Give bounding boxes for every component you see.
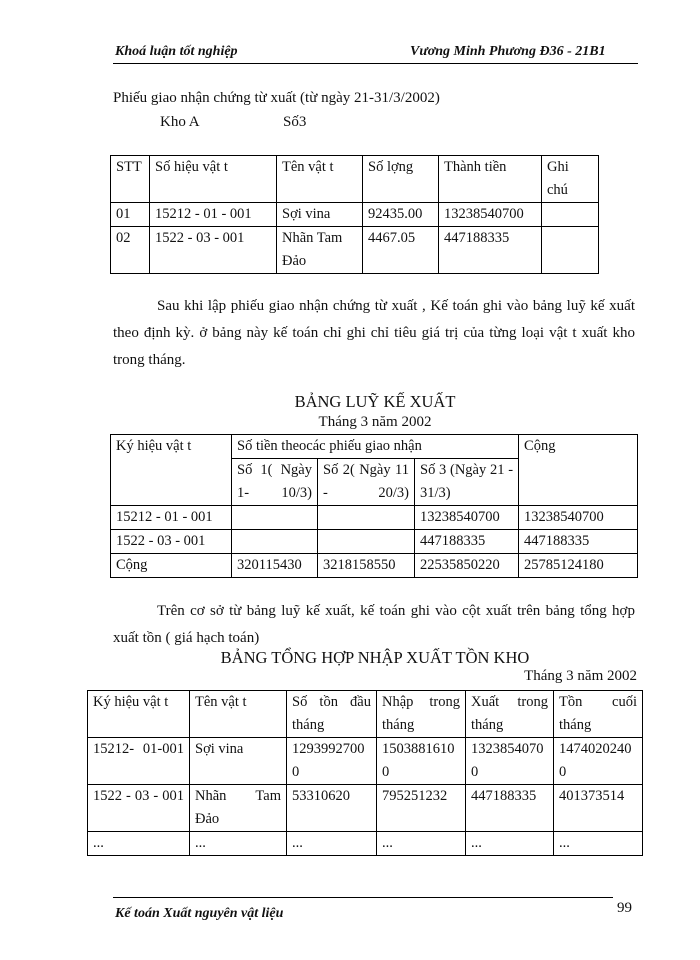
slip-table xyxy=(110,155,599,274)
slip-warehouse: Kho A xyxy=(160,114,200,130)
cell: 13238540700 xyxy=(466,738,554,785)
header-rule xyxy=(113,63,638,64)
cell xyxy=(318,530,415,554)
cell: 447188335 xyxy=(439,227,542,274)
header-cell: Tồn cuối tháng xyxy=(554,691,643,738)
header-cell: STT xyxy=(111,156,150,203)
header-cell: Số 1( Ngày 1- 10/3) xyxy=(232,459,318,506)
table-row xyxy=(111,530,638,554)
cell: ... xyxy=(287,832,377,856)
header-cell: Cộng xyxy=(519,435,638,506)
cell: 1522 - 03 - 001 xyxy=(150,227,277,274)
slip-number: Số3 xyxy=(283,114,307,130)
cell: Sợi vina xyxy=(190,738,287,785)
paragraph-2: Trên cơ sở từ bảng luỹ kế xuất, kế toán ghi vào cột xuất trên bảng tổng hợp xuất tồn ( giá hạch toán) xyxy=(113,603,635,646)
cell: 12939927000 xyxy=(287,738,377,785)
paragraph-1: Sau khi lập phiếu giao nhận chứng từ xuất , Kế toán ghi vào bảng luỹ kế xuất theo định kỳ. ở bảng này kế toán chỉ ghi chỉ tiêu giá trị của từng loại vật t xuất kho trong tháng. xyxy=(113,298,635,368)
cell: Nhãn Tam Đảo xyxy=(190,785,287,832)
cell: 22535850220 xyxy=(415,554,519,578)
header-cell: Số lợng xyxy=(363,156,439,203)
table-row xyxy=(88,832,643,856)
page-number: 99 xyxy=(617,900,632,916)
cell: 3218158550 xyxy=(318,554,415,578)
header-right: Vương Minh Phương Đ36 - 21B1 xyxy=(410,44,606,59)
header-cell: Số hiệu vật t xyxy=(150,156,277,203)
header-cell: Tên vật t xyxy=(190,691,287,738)
table-row xyxy=(111,506,638,530)
cell: 15038816100 xyxy=(377,738,466,785)
header-cell: Số tồn đầu tháng xyxy=(287,691,377,738)
cell: 13238540700 xyxy=(519,506,638,530)
cell xyxy=(232,506,318,530)
cell: ... xyxy=(554,832,643,856)
slip-title: Phiếu giao nhận chứng từ xuất (từ ngày 21-31/3/2002) xyxy=(113,90,440,106)
header-cell: Ký hiệu vật t xyxy=(111,435,232,506)
cell: 15212 - 01 - 001 xyxy=(111,506,232,530)
cell xyxy=(542,203,599,227)
header-cell: Ký hiệu vật t xyxy=(88,691,190,738)
header-cell: Thành tiền xyxy=(439,156,542,203)
cell: 01 xyxy=(111,203,150,227)
cell: Nhãn Tam Đảo xyxy=(277,227,363,274)
cell: 53310620 xyxy=(287,785,377,832)
cell: 1522 - 03 - 001 xyxy=(88,785,190,832)
header-cell: Số 3 (Ngày 21 - 31/3) xyxy=(415,459,519,506)
cell: 13238540700 xyxy=(439,203,542,227)
cell: ... xyxy=(377,832,466,856)
cell: 447188335 xyxy=(415,530,519,554)
cell: ... xyxy=(466,832,554,856)
cell: 14740202400 xyxy=(554,738,643,785)
cell: 13238540700 xyxy=(415,506,519,530)
table-row xyxy=(111,227,599,274)
cell: 02 xyxy=(111,227,150,274)
cell: 15212- 01-001 xyxy=(88,738,190,785)
cell xyxy=(542,227,599,274)
cell: 4467.05 xyxy=(363,227,439,274)
footer-left: Kế toán Xuất nguyên vật liệu xyxy=(115,906,284,921)
summary-subtitle: Tháng 3 năm 2002 xyxy=(524,668,637,684)
cell: ... xyxy=(190,832,287,856)
cell: Cộng xyxy=(111,554,232,578)
header-cell: Xuất trong tháng xyxy=(466,691,554,738)
table-row xyxy=(88,738,643,785)
table-header-row xyxy=(111,156,599,203)
cell xyxy=(318,506,415,530)
summary-title: BẢNG TỔNG HỢP NHẬP XUẤT TỒN KHO xyxy=(220,648,530,667)
header-left: Khoá luận tốt nghiệp xyxy=(115,44,238,59)
cumulative-title: BẢNG LUỸ KẾ XUẤT xyxy=(294,392,456,411)
header-cell: Số tiền theocác phiếu giao nhận xyxy=(232,435,519,459)
cell: 447188335 xyxy=(466,785,554,832)
cell: 401373514 xyxy=(554,785,643,832)
table-row xyxy=(111,203,599,227)
cell: 795251232 xyxy=(377,785,466,832)
table-header-row xyxy=(88,691,643,738)
footer-rule xyxy=(113,897,613,898)
cumulative-subtitle: Tháng 3 năm 2002 xyxy=(318,414,432,430)
cell: 25785124180 xyxy=(519,554,638,578)
cell xyxy=(232,530,318,554)
table-header-row xyxy=(111,435,638,459)
table-row xyxy=(88,785,643,832)
cell: ... xyxy=(88,832,190,856)
cell: 92435.00 xyxy=(363,203,439,227)
header-cell: Số 2( Ngày 11 - 20/3) xyxy=(318,459,415,506)
cell: Sợi vina xyxy=(277,203,363,227)
table-row xyxy=(111,554,638,578)
cell: 320115430 xyxy=(232,554,318,578)
header-cell: Tên vật t xyxy=(277,156,363,203)
header-cell: Nhập trong tháng xyxy=(377,691,466,738)
summary-table xyxy=(87,690,643,856)
cell: 1522 - 03 - 001 xyxy=(111,530,232,554)
cell: 447188335 xyxy=(519,530,638,554)
cumulative-table xyxy=(110,434,638,578)
header-cell: Ghi chú xyxy=(542,156,599,203)
cell: 15212 - 01 - 001 xyxy=(150,203,277,227)
